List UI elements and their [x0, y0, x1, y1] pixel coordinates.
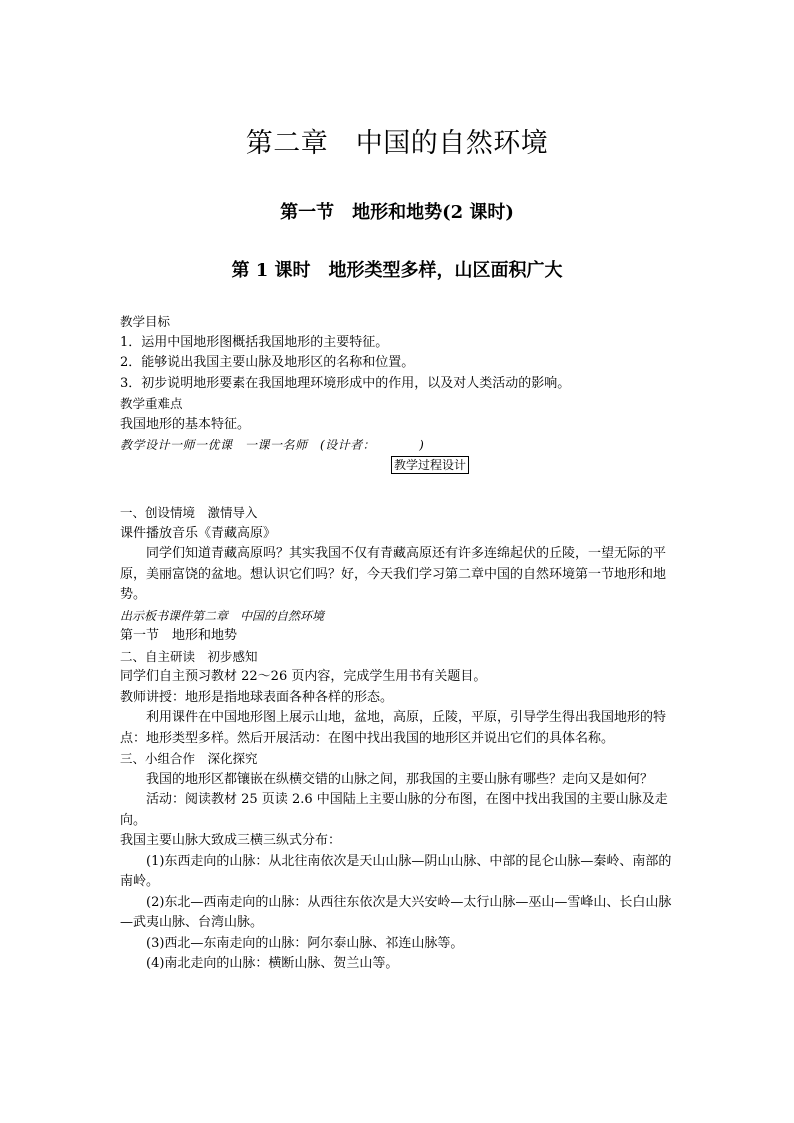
- process-label-box: 教学过程设计: [391, 456, 469, 474]
- step1-paragraph: 同学们知道青藏高原吗？其实我国不仅有青藏高原还有许多连绵起伏的丘陵，一望无际的平原，美丽富饶的盆地。想认识它们吗？好，今天我们学习第二章中国的自然环境第一节地形和地势。: [120, 546, 667, 602]
- lesson-title: 第 1 课时 地形类型多样，山区面积广大: [231, 260, 563, 281]
- step2-p1: 同学们自主预习教材 22～26 页内容，完成学生用书有关题目。: [120, 669, 487, 684]
- spacer: [120, 476, 680, 503]
- mountain-item-1: (1)东西走向的山脉：从北往南依次是天山山脉—阴山山脉、中部的昆仑山脉—秦岭、南部的南岭。: [120, 853, 672, 889]
- step2-p3: 利用课件在中国地形图上展示山地，盆地，高原，丘陵，平原，引导学生得出我国地形的特点：地形类型多样。然后开展活动：在图中找出我国的地形区并说出它们的具体名称。: [120, 710, 667, 746]
- goal-item-3: 3．初步说明地形要素在我国地理环境形成中的作用，以及对人类活动的影响。: [120, 375, 571, 391]
- mountain-item-2: (2)东北—西南走向的山脉：从西往东依次是大兴安岭—太行山脉—巫山—雪峰山、长白山脉—武夷山脉、台湾山脉。: [120, 894, 672, 930]
- step3-heading: 三、小组合作 深化探究: [120, 751, 258, 766]
- key-points-text: 我国地形的基本特征。: [120, 416, 251, 432]
- step1-board-2: 第一节 地形和地势: [120, 628, 238, 643]
- goals-heading: 教学目标: [120, 314, 171, 329]
- step3-p1: 我国的地形区都镶嵌在纵横交错的山脉之间，那我国的主要山脉有哪些？走向又是如何？: [146, 771, 654, 787]
- design-credit-line: 教学设计一师一优课 一课一名师 (设计者： ): [120, 438, 425, 452]
- goal-item-2: 2．能够说出我国主要山脉及地形区的名称和位置。: [120, 355, 415, 370]
- mountain-item-4: (4)南北走向的山脉：横断山脉、贺兰山等。: [146, 956, 399, 971]
- chapter-title: 第二章 中国的自然环境: [245, 128, 549, 159]
- key-points-heading: 教学重难点: [120, 396, 183, 411]
- step1-heading: 一、创设情境 激情导入: [120, 505, 258, 520]
- step2-p2: 教师讲授：地形是指地球表面各种各样的形态。: [120, 689, 394, 705]
- mountain-item-3: (3)西北—东南走向的山脉：阿尔泰山脉、祁连山脉等。: [146, 935, 464, 951]
- step3-p3: 我国主要山脉大致成三横三纵式分布：: [120, 833, 342, 848]
- step2-heading: 二、自主研读 初步感知: [120, 648, 258, 664]
- step1-line1: 课件播放音乐《青藏高原》: [120, 525, 277, 541]
- step1-board-1: 出示板书课件第二章 中国的自然环境: [120, 608, 325, 623]
- section-title: 第一节 地形和地势(2 课时): [280, 202, 514, 223]
- process-label-wrap: [120, 456, 680, 477]
- lesson-content: [120, 312, 680, 975]
- goal-item-1: 1．运用中国地形图概括我国地形的主要特征。: [120, 334, 389, 350]
- step3-p2: 活动：阅读教材 25 页读 2.6 中国陆上主要山脉的分布图，在图中找出我国的主要山脉及走向。: [120, 792, 668, 828]
